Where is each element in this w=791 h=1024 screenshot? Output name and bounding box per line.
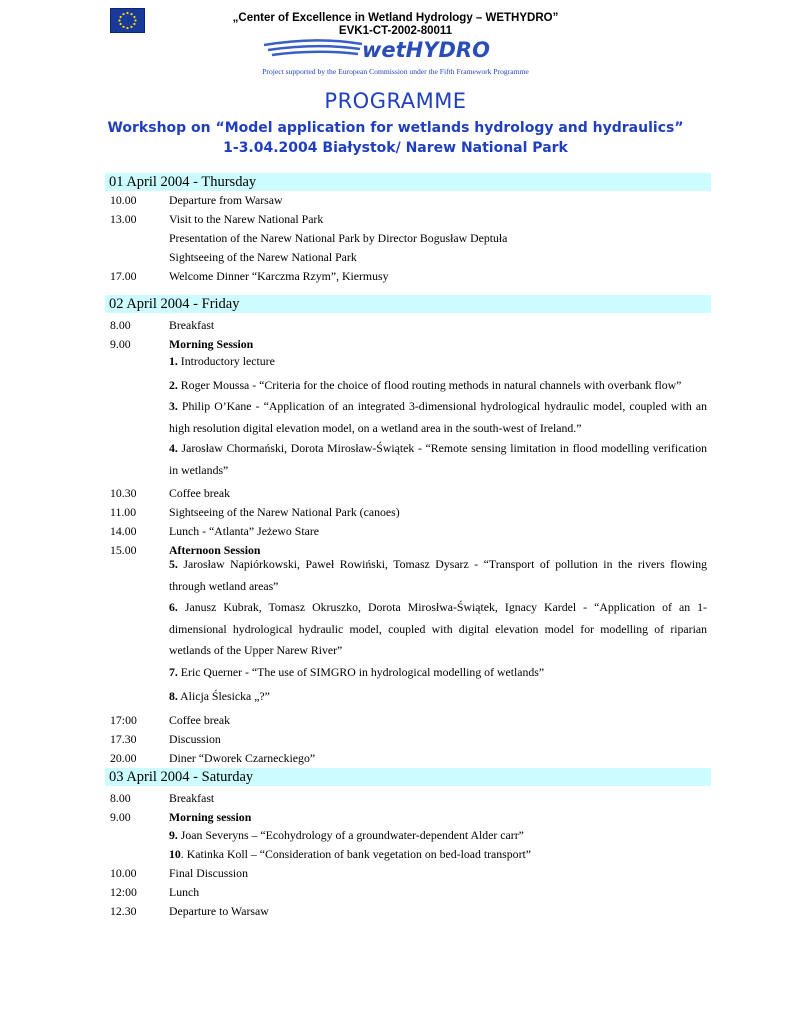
talk-text: Eric Querner - “The use of SIMGRO in hydrological modelling of wetlands” bbox=[177, 665, 545, 679]
agenda-item: Visit to the Narew National Park bbox=[169, 212, 324, 226]
time: 17:00 bbox=[110, 713, 137, 727]
agenda-item: Coffee break bbox=[169, 713, 231, 727]
session-label: Morning session bbox=[169, 810, 252, 824]
agenda-item: Final Discussion bbox=[169, 866, 248, 880]
talk-item bbox=[169, 375, 707, 397]
talk-number: 1. bbox=[169, 354, 178, 368]
time: 12.30 bbox=[110, 904, 137, 918]
talk-item bbox=[169, 847, 531, 861]
agenda-item: Diner “Dworek Czarneckiego” bbox=[169, 751, 316, 765]
talk-number: 9. bbox=[169, 828, 178, 842]
agenda-item: Coffee break bbox=[169, 486, 231, 500]
agenda-item: Discussion bbox=[169, 732, 221, 746]
center-title: „Center of Excellence in Wetland Hydrology – WETHYDRO” bbox=[232, 12, 559, 24]
time: 10.30 bbox=[110, 486, 137, 500]
talk-item bbox=[169, 662, 707, 684]
time: 14.00 bbox=[110, 524, 137, 538]
agenda-item: Lunch - “Atlanta” Jeżewo Stare bbox=[169, 524, 320, 538]
talk-number: 4. bbox=[169, 441, 178, 455]
talk-item bbox=[169, 828, 524, 842]
time: 10.00 bbox=[110, 193, 137, 207]
talk-text: . Katinka Koll – “Consideration of bank vegetation on bed-load transport” bbox=[180, 847, 532, 861]
agenda-item: Breakfast bbox=[169, 318, 215, 332]
agenda-item: Breakfast bbox=[169, 791, 215, 805]
talk-number: 10 bbox=[169, 847, 181, 861]
agenda-item: Sightseeing of the Narew National Park (canoes) bbox=[169, 505, 400, 519]
talk-item bbox=[169, 597, 707, 662]
day3-heading: 03 April 2004 - Saturday bbox=[105, 768, 711, 786]
talk-text: Introductory lecture bbox=[177, 354, 275, 368]
talk-item bbox=[169, 438, 707, 481]
talk-text: Philip O’Kane - “Application of an integrated 3-dimensional hydrological hydraulic model, coupled with an high resolution digital elevation model, on a wetland area in the south-west of Ireland.” bbox=[169, 399, 707, 435]
time: 17.30 bbox=[110, 732, 137, 746]
agenda-item: Lunch bbox=[169, 885, 200, 899]
agenda-item: Departure from Warsaw bbox=[169, 193, 283, 207]
grant-number: EVK1-CT-2002-80011 bbox=[338, 25, 453, 37]
talk-number: 5. bbox=[169, 557, 178, 571]
logo-text: wetHYDRO bbox=[362, 38, 490, 62]
time: 9.00 bbox=[110, 337, 131, 351]
talk-item bbox=[169, 396, 707, 439]
talk-text: Janusz Kubrak, Tomasz Okruszko, Dorota Mirosłwa-Świątek, Ignacy Kardel - “Application of an 1-dimensional hydrological hydraulic model, coupled with digital elevation model for modelling of riparian wetlands of the Upper Narew River” bbox=[169, 600, 707, 657]
agenda-item: Sightseeing of the Narew National Park bbox=[169, 250, 357, 264]
workshop-date-place: 1-3.04.2004 Białystok/ Narew National Park bbox=[223, 140, 568, 156]
time: 15.00 bbox=[110, 543, 137, 557]
talk-text: Joan Severyns – “Ecohydrology of a groundwater-dependent Alder carr” bbox=[177, 828, 524, 842]
talk-number: 6. bbox=[169, 600, 178, 614]
workshop-title: Workshop on “Model application for wetlands hydrology and hydraulics” bbox=[107, 120, 684, 136]
time: 8.00 bbox=[110, 791, 131, 805]
talk-item bbox=[169, 554, 707, 597]
wethydro-logo bbox=[262, 37, 517, 62]
talk-item bbox=[169, 351, 707, 373]
talk-text: Roger Moussa - “Criteria for the choice of flood routing methods in natural channels with overbank flow” bbox=[177, 378, 682, 392]
talk-number: 3. bbox=[169, 399, 178, 413]
time: 13.00 bbox=[110, 212, 137, 226]
time: 12:00 bbox=[110, 885, 137, 899]
agenda-item: Departure to Warsaw bbox=[169, 904, 269, 918]
time: 8.00 bbox=[110, 318, 131, 332]
agenda-item: Presentation of the Narew National Park by Director Bogusław Deptuła bbox=[169, 231, 508, 245]
time: 17.00 bbox=[110, 269, 137, 283]
time: 10.00 bbox=[110, 866, 137, 880]
talk-number: 7. bbox=[169, 665, 178, 679]
time: 9.00 bbox=[110, 810, 131, 824]
talk-text: Jarosław Chormański, Dorota Mirosław-Świątek - “Remote sensing limitation in flood modelling verification in wetlands” bbox=[169, 441, 707, 477]
agenda-item: Welcome Dinner “Karczma Rzym”, Kiermusy bbox=[169, 269, 389, 283]
programme-title: PROGRAMME bbox=[324, 89, 467, 113]
talk-text: Jarosław Napiórkowski, Paweł Rowiński, Tomasz Dysarz - “Transport of pollution in the rivers flowing through wetland areas” bbox=[169, 557, 707, 593]
session-label: Morning Session bbox=[169, 337, 254, 351]
talk-number: 2. bbox=[169, 378, 178, 392]
talk-number: 8. bbox=[169, 689, 178, 703]
session-label: Afternoon Session bbox=[169, 543, 261, 557]
talk-item bbox=[169, 686, 707, 708]
time: 11.00 bbox=[110, 505, 137, 519]
day2-heading: 02 April 2004 - Friday bbox=[105, 295, 711, 313]
talk-text: Alicja Ślesicka „?” bbox=[177, 689, 270, 703]
project-support-line: Project supported by the European Commission under the Fifth Framework Programme bbox=[262, 67, 529, 76]
time: 20.00 bbox=[110, 751, 137, 765]
day1-heading: 01 April 2004 - Thursday bbox=[105, 173, 711, 191]
